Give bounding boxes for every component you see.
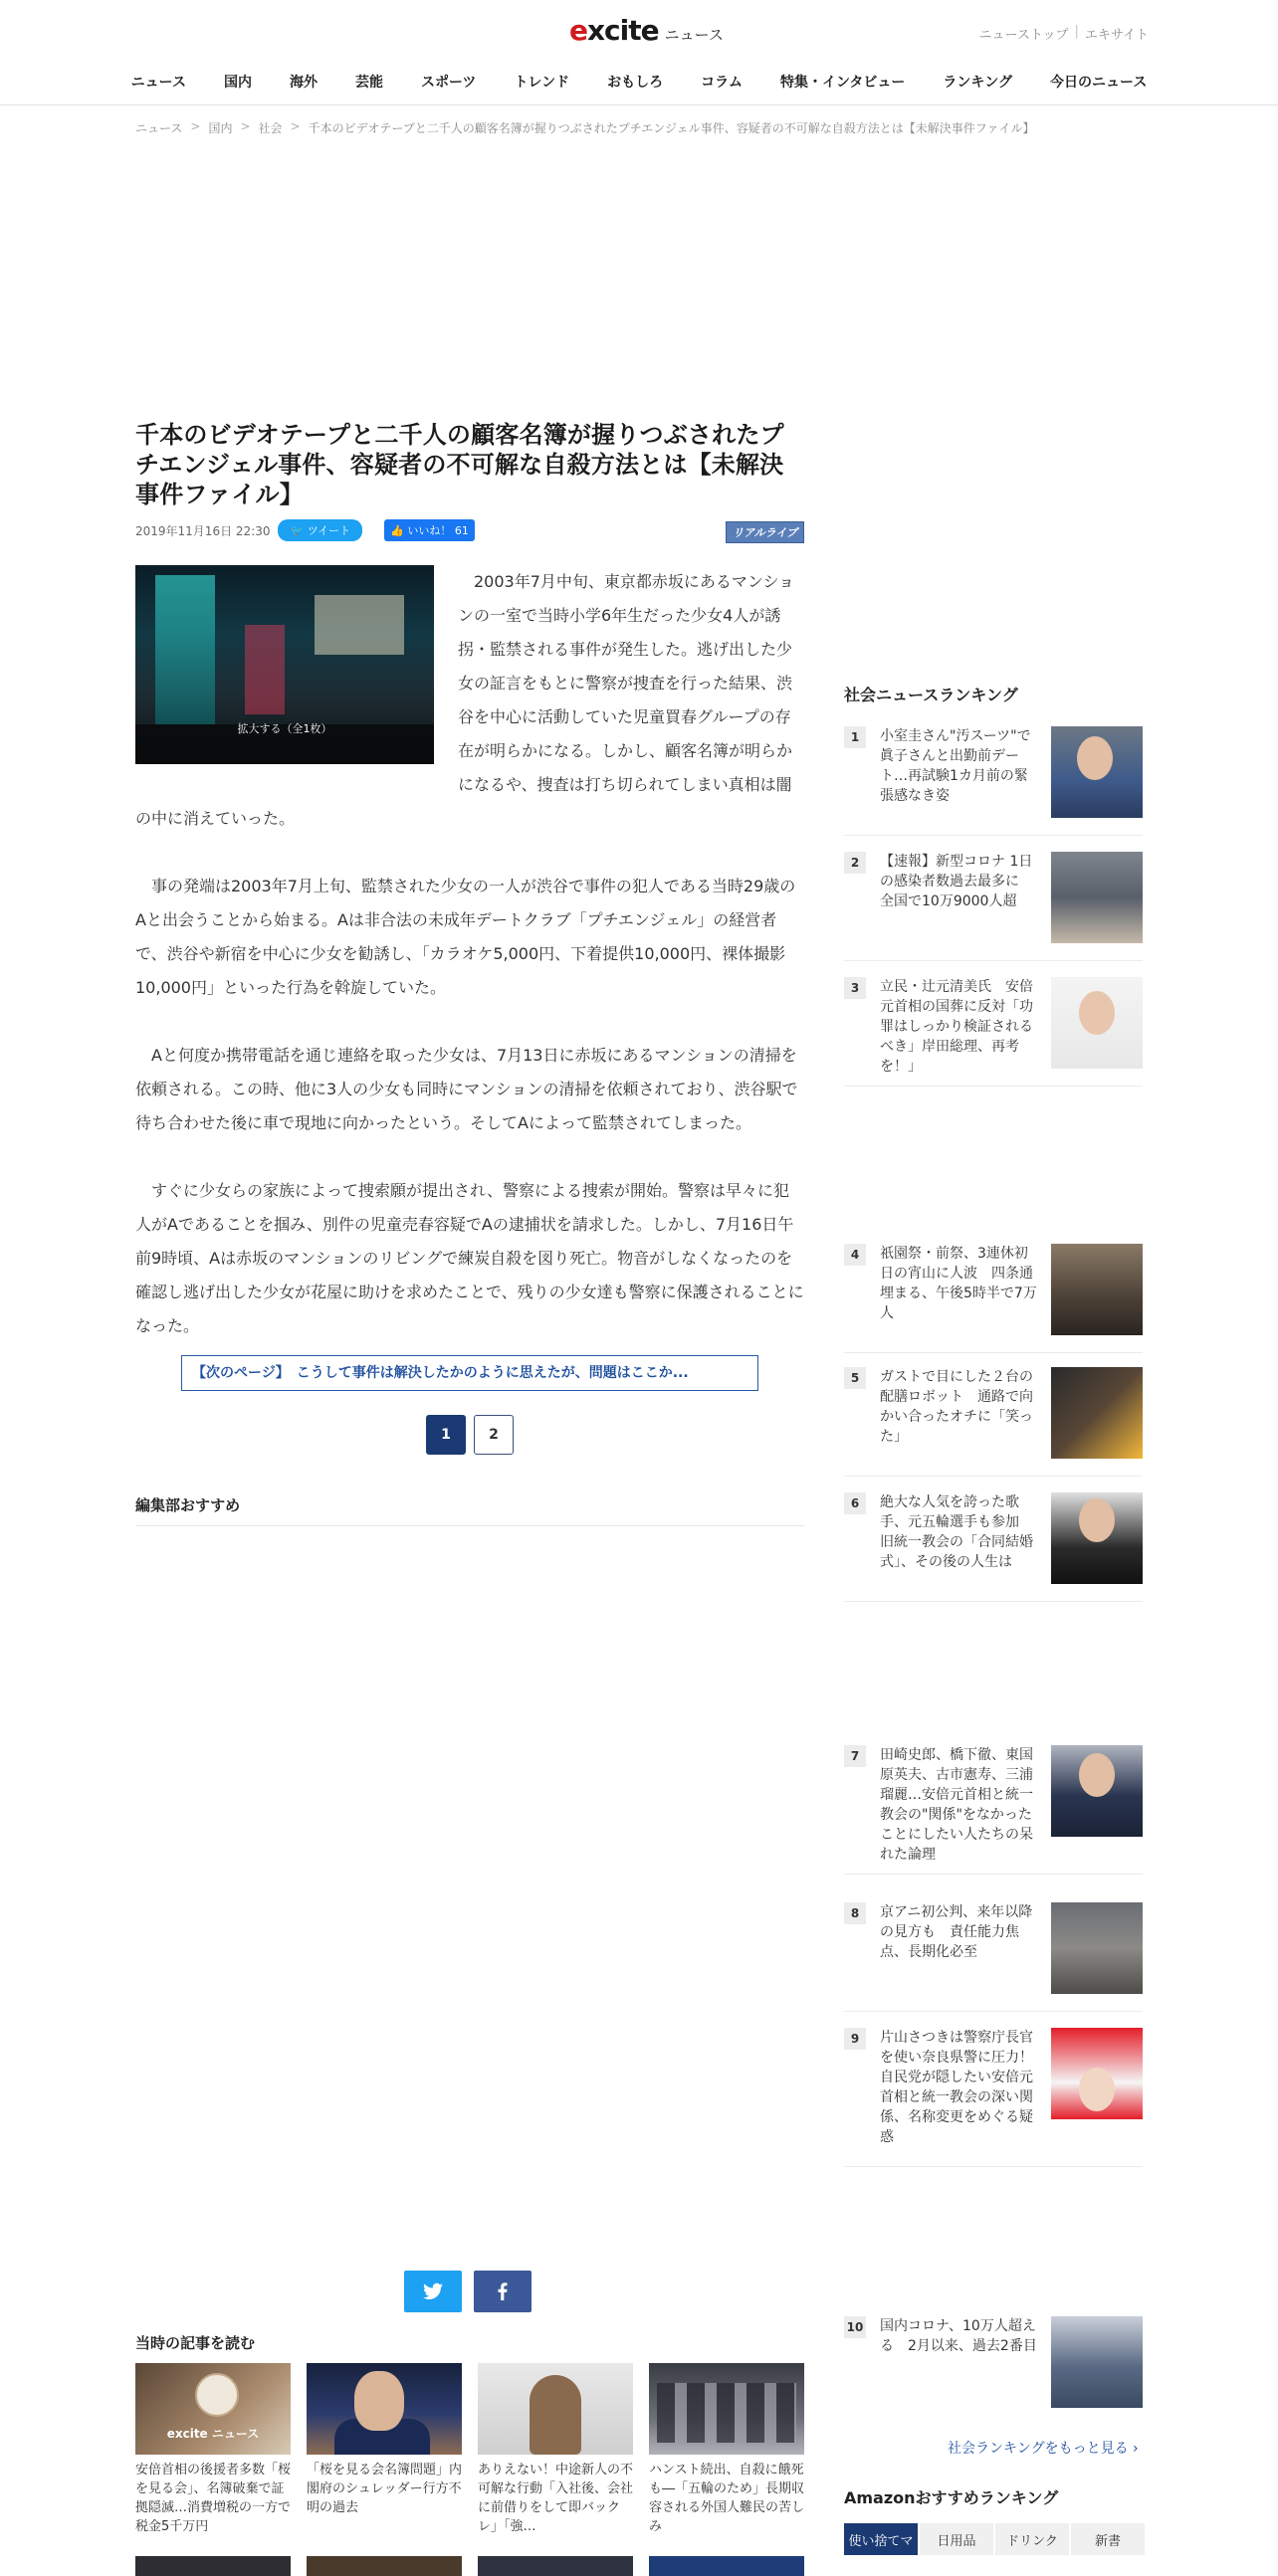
rank-title[interactable]: 祇園祭・前祭、3連休初日の宵山に人波 四条通埋まる、午後5時半で7万人 [880, 1246, 1037, 1321]
breadcrumb-separator: > [240, 119, 251, 133]
past-articles-row-2 [135, 2556, 804, 2576]
ranking-item[interactable] [844, 1244, 1143, 1353]
article-date: 2019年11月16日 22:30 [135, 523, 271, 538]
nav-trend[interactable]: トレンド [514, 75, 570, 91]
rank-number: 2 [844, 852, 866, 874]
past-articles-heading: 当時の記事を読む [135, 2334, 256, 2352]
face-shape [354, 2371, 404, 2431]
rank-number: 6 [844, 1492, 866, 1514]
rank-thumbnail[interactable] [1051, 977, 1143, 1069]
pagination [135, 1415, 804, 1455]
rank-title[interactable]: 片山さつきは警察庁長官を使い奈良県警に圧力！自民党が隠したい安倍元首相と統一教会の深い関係、名称変更をめぐる疑惑 [880, 2030, 1033, 2145]
ranking-item[interactable] [844, 726, 1143, 836]
breadcrumb-separator: > [190, 119, 201, 133]
nav-today[interactable]: 今日のニュース [1050, 75, 1148, 91]
share-facebook-button[interactable] [474, 2271, 532, 2312]
thumbs-up-icon: 👍 [390, 524, 404, 537]
site-header [0, 0, 1278, 105]
excite-logo-mark: excite [569, 14, 659, 47]
article-body [135, 565, 804, 1343]
nav-funny[interactable]: おもしろ [607, 75, 664, 91]
like-count: 61 [454, 524, 469, 537]
like-label: いいね！ [407, 524, 452, 537]
amazon-tab-masks[interactable]: 使い捨てマ [844, 2523, 918, 2555]
rank-number: 9 [844, 2028, 866, 2050]
rank-number: 1 [844, 726, 866, 748]
past-article-card[interactable] [307, 2363, 462, 2536]
face-shape [1079, 1498, 1115, 1542]
photo-enlarge-caption[interactable]: 拡大する（全1枚） [237, 722, 332, 735]
nav-feature[interactable]: 特集・インタビュー [779, 75, 906, 91]
article-paragraph: 2003年7月中旬、東京都赤坂にあるマンションの一室で当時小学6年生だった少女4人が誘拐・監禁される事件が発生した。逃げ出した少女の証言をもとに警察が捜査を行った結果、渋谷を中心に活動していた児童買春グループの存在が明らかになる。しかし、顧客名簿が明らかになるや、捜査は打ち切られてしまい真相は闇の中に消えていった。 [135, 572, 795, 828]
person-shape [530, 2375, 581, 2455]
twitter-icon [423, 2282, 443, 2300]
rank-title[interactable]: 京アニ初公判、来年以降の見方も 責任能力焦点、長期化必至 [880, 1904, 1033, 1960]
ranking-item[interactable] [844, 1367, 1143, 1477]
twitter-bird-icon: 🐦 [290, 524, 305, 537]
rank-number: 5 [844, 1367, 866, 1389]
tweet-button[interactable] [278, 519, 362, 541]
past-article-thumbnail[interactable] [649, 2556, 804, 2576]
article-paragraph: 事の発端は2003年7月上旬、監禁された少女の一人が渋谷で事件の犯人である当時29歳のAと出会うことから始まる。Aは非合法の未成年デートクラブ「プチエンジェル」の経営者で、渋谷や新宿を中心に少女を勧誘し、「カラオケ5,000円、下着提供10,000円、裸体撮影10,000円」といった行為を斡旋していた。 [135, 877, 796, 997]
breadcrumb-separator: > [290, 119, 301, 133]
past-article-title[interactable]: ありえない！中途新人の不可解な行動「入社後、会社に前借りをして即バックレ」「強… [478, 2463, 634, 2534]
breadcrumb-news[interactable]: ニュース [135, 121, 183, 135]
chevron-right-icon: › [1133, 2441, 1139, 2457]
news-top-link[interactable]: ニューストップ [978, 28, 1069, 43]
neon-sign [315, 595, 404, 655]
nav-sports[interactable]: スポーツ [420, 75, 477, 91]
nav-entertainment[interactable]: 芸能 [354, 75, 383, 91]
past-article-thumbnail[interactable] [478, 2363, 633, 2455]
past-articles-section [135, 2332, 804, 2576]
past-articles-grid [135, 2363, 804, 2536]
global-nav [0, 72, 1278, 92]
society-ranking-heading: 社会ニュースランキング [844, 686, 1018, 704]
past-article-card[interactable] [478, 2363, 633, 2536]
rank-thumbnail[interactable] [1051, 1244, 1143, 1335]
tweet-label: ツイート [307, 524, 351, 537]
rank-number: 8 [844, 1902, 866, 1924]
rank-thumbnail[interactable] [1051, 2316, 1143, 2408]
nav-news[interactable]: ニュース [130, 75, 186, 91]
rank-thumbnail[interactable] [1051, 1902, 1143, 1994]
crowd-shape [657, 2383, 796, 2443]
rank-number: 4 [844, 1244, 866, 1266]
rank-title[interactable]: 国内コロナ、10万人超える 2月以来、過去2番目 [880, 2318, 1037, 2354]
neon-sign [155, 575, 215, 724]
rank-thumbnail[interactable] [1051, 726, 1143, 818]
article-title: 千本のビデオテープと二千人の顧客名簿が握りつぶされたプチエンジェル事件、容疑者の不可解な自殺方法とは【未解決事件ファイル】 [135, 421, 784, 508]
breadcrumb-society[interactable]: 社会 [258, 121, 283, 135]
editor-recommend-section [135, 1494, 804, 1526]
excite-link[interactable]: エキサイト [1084, 28, 1149, 43]
source-badge[interactable]: リアルライブ [726, 521, 804, 543]
past-article-card[interactable] [649, 2363, 804, 2536]
past-article-title[interactable]: 「桜を見る会名簿問題」内閣府のシュレッダー行方不明の過去 [307, 2463, 463, 2515]
page-1-button[interactable]: 1 [426, 1415, 466, 1455]
article-meta [135, 519, 804, 541]
rank-number: 3 [844, 977, 866, 999]
rank-title[interactable]: 絶大な人気を誇った歌手、元五輪選手も参加 旧統一教会の「合同結婚式」、その後の人生は [880, 1494, 1033, 1570]
face-shape [1077, 736, 1113, 780]
ranking-item[interactable] [844, 1902, 1143, 2012]
rank-title[interactable]: 立民・辻元清美氏 安倍元首相の国葬に反対「功罪はしっかり検証されるべき」岸田総理、再考を！」 [880, 979, 1033, 1075]
breadcrumb [135, 119, 1035, 136]
neon-sign [245, 625, 285, 714]
ranking-more-label: 社会ランキングをもっと見る [948, 2441, 1129, 2457]
past-article-title[interactable]: 安倍首相の後援者多数「桜を見る会」、名簿破棄で証拠隠滅…消費増税の一方で税金5千万円 [135, 2463, 292, 2534]
breadcrumb-current: 千本のビデオテープと二千人の顧客名簿が握りつぶされたプチエンジェル事件、容疑者の不可解な自殺方法とは【未解決事件ファイル】 [308, 121, 1035, 135]
rank-thumbnail[interactable] [1051, 1367, 1143, 1459]
facebook-icon [498, 2282, 508, 2300]
article-main [135, 420, 804, 1526]
nav-ranking[interactable]: ランキング [943, 75, 1013, 91]
past-article-thumbnail[interactable] [307, 2363, 462, 2455]
site-logo[interactable] [569, 14, 724, 47]
nav-world[interactable]: 海外 [289, 75, 318, 91]
past-article-title[interactable]: ハンスト続出、自殺に餓死も―「五輪のため」長期収容される外国人難民の苦しみ [649, 2463, 805, 2534]
breadcrumb-domestic[interactable]: 国内 [208, 121, 233, 135]
rank-thumbnail[interactable] [1051, 2028, 1143, 2119]
amazon-tab-books[interactable]: 新書 [1071, 2523, 1145, 2555]
thumbnail-logo: excite ニュース [166, 2427, 260, 2441]
face-shape [1079, 1753, 1115, 1797]
nav-column[interactable]: コラム [701, 75, 743, 91]
page-2-button[interactable]: 2 [474, 1415, 514, 1455]
past-article-card[interactable] [135, 2363, 291, 2536]
rank-title[interactable]: 小室圭さん"汚スーツ"で眞子さんと出勤前デート…再試験1カ月前の緊張感なき姿 [880, 728, 1031, 804]
ranking-item[interactable] [844, 1492, 1143, 1602]
rank-title[interactable]: ガストで目にした２台の配膳ロボット 通路で向かい合ったオチに「笑った」 [880, 1369, 1033, 1445]
rank-number: 10 [844, 2316, 866, 2338]
share-twitter-button[interactable] [404, 2271, 462, 2312]
rank-thumbnail[interactable] [1051, 852, 1143, 943]
past-article-thumbnail[interactable] [649, 2363, 804, 2455]
editor-recommend-heading: 編集部おすすめ [135, 1494, 804, 1526]
facebook-like-button[interactable] [384, 519, 475, 541]
ranking-item[interactable] [844, 2028, 1143, 2167]
share-buttons [404, 2271, 532, 2312]
amazon-tab-daily[interactable]: 日用品 [920, 2523, 993, 2555]
ranking-item[interactable] [844, 2316, 1143, 2412]
ranking-item[interactable] [844, 852, 1143, 961]
past-article-thumbnail[interactable] [135, 2556, 291, 2576]
nav-domestic[interactable]: 国内 [223, 75, 252, 91]
logo-subtitle: ニュース [664, 26, 724, 44]
rank-thumbnail[interactable] [1051, 1492, 1143, 1584]
article-paragraph: すぐに少女らの家族によって捜索願が提出され、警察による捜索が開始。警察は早々に犯人がAであることを掴み、別件の児童売春容疑でAの逮捕状を請求した。しかし、7月16日午前9時頃、Aは赤坂のマンションのリビングで練炭自殺を図り死亡。物音がしなくなったのを確認し逃げ出した少女が花屋に助けを求めたことで、残りの少女達も警察に保護されることになった。 [135, 1181, 804, 1335]
amazon-ranking-tabs [844, 2523, 1145, 2555]
rank-thumbnail[interactable] [1051, 1745, 1143, 1837]
amazon-tab-drink[interactable]: ドリンク [995, 2523, 1069, 2555]
face-shape [1079, 2068, 1115, 2111]
rank-title[interactable]: 田崎史郎、橋下徹、東国原英夫、古市憲寿、三浦瑠麗…安倍元首相と統一教会の"関係"をなかったことにしたい人たちの呆れた論理 [880, 1747, 1033, 1863]
header-links [979, 24, 1149, 43]
ranking-item[interactable] [844, 1745, 1143, 1875]
amazon-ranking-heading: Amazonおすすめランキング [844, 2488, 1059, 2507]
ranking-more-link[interactable] [948, 2438, 1139, 2458]
article-photo[interactable] [135, 565, 434, 764]
rank-number: 7 [844, 1745, 866, 1767]
past-article-thumbnail[interactable] [135, 2363, 291, 2455]
past-article-thumbnail[interactable] [307, 2556, 462, 2576]
rank-title[interactable]: 【速報】新型コロナ 1日の感染者数過去最多に 全国で10万9000人超 [880, 854, 1033, 909]
coffee-cup-shape [195, 2373, 239, 2417]
ranking-item[interactable] [844, 977, 1143, 1087]
past-article-thumbnail[interactable] [478, 2556, 633, 2576]
face-shape [1079, 991, 1115, 1035]
article-paragraph: Aと何度か携帯電話を通じ連絡を取った少女は、7月13日に赤坂にあるマンションの清掃を依頼される。この時、他に3人の少女も同時にマンションの清掃を依頼されており、渋谷駅で待ち合わせた後に車で現地に向かったという。そしてAによって監禁されてしまった。 [135, 1046, 798, 1132]
next-page-link[interactable]: 【次のページ】 こうして事件は解決したかのように思えたが、問題はここか... [181, 1355, 758, 1391]
header-link-separator: | [1074, 24, 1079, 39]
